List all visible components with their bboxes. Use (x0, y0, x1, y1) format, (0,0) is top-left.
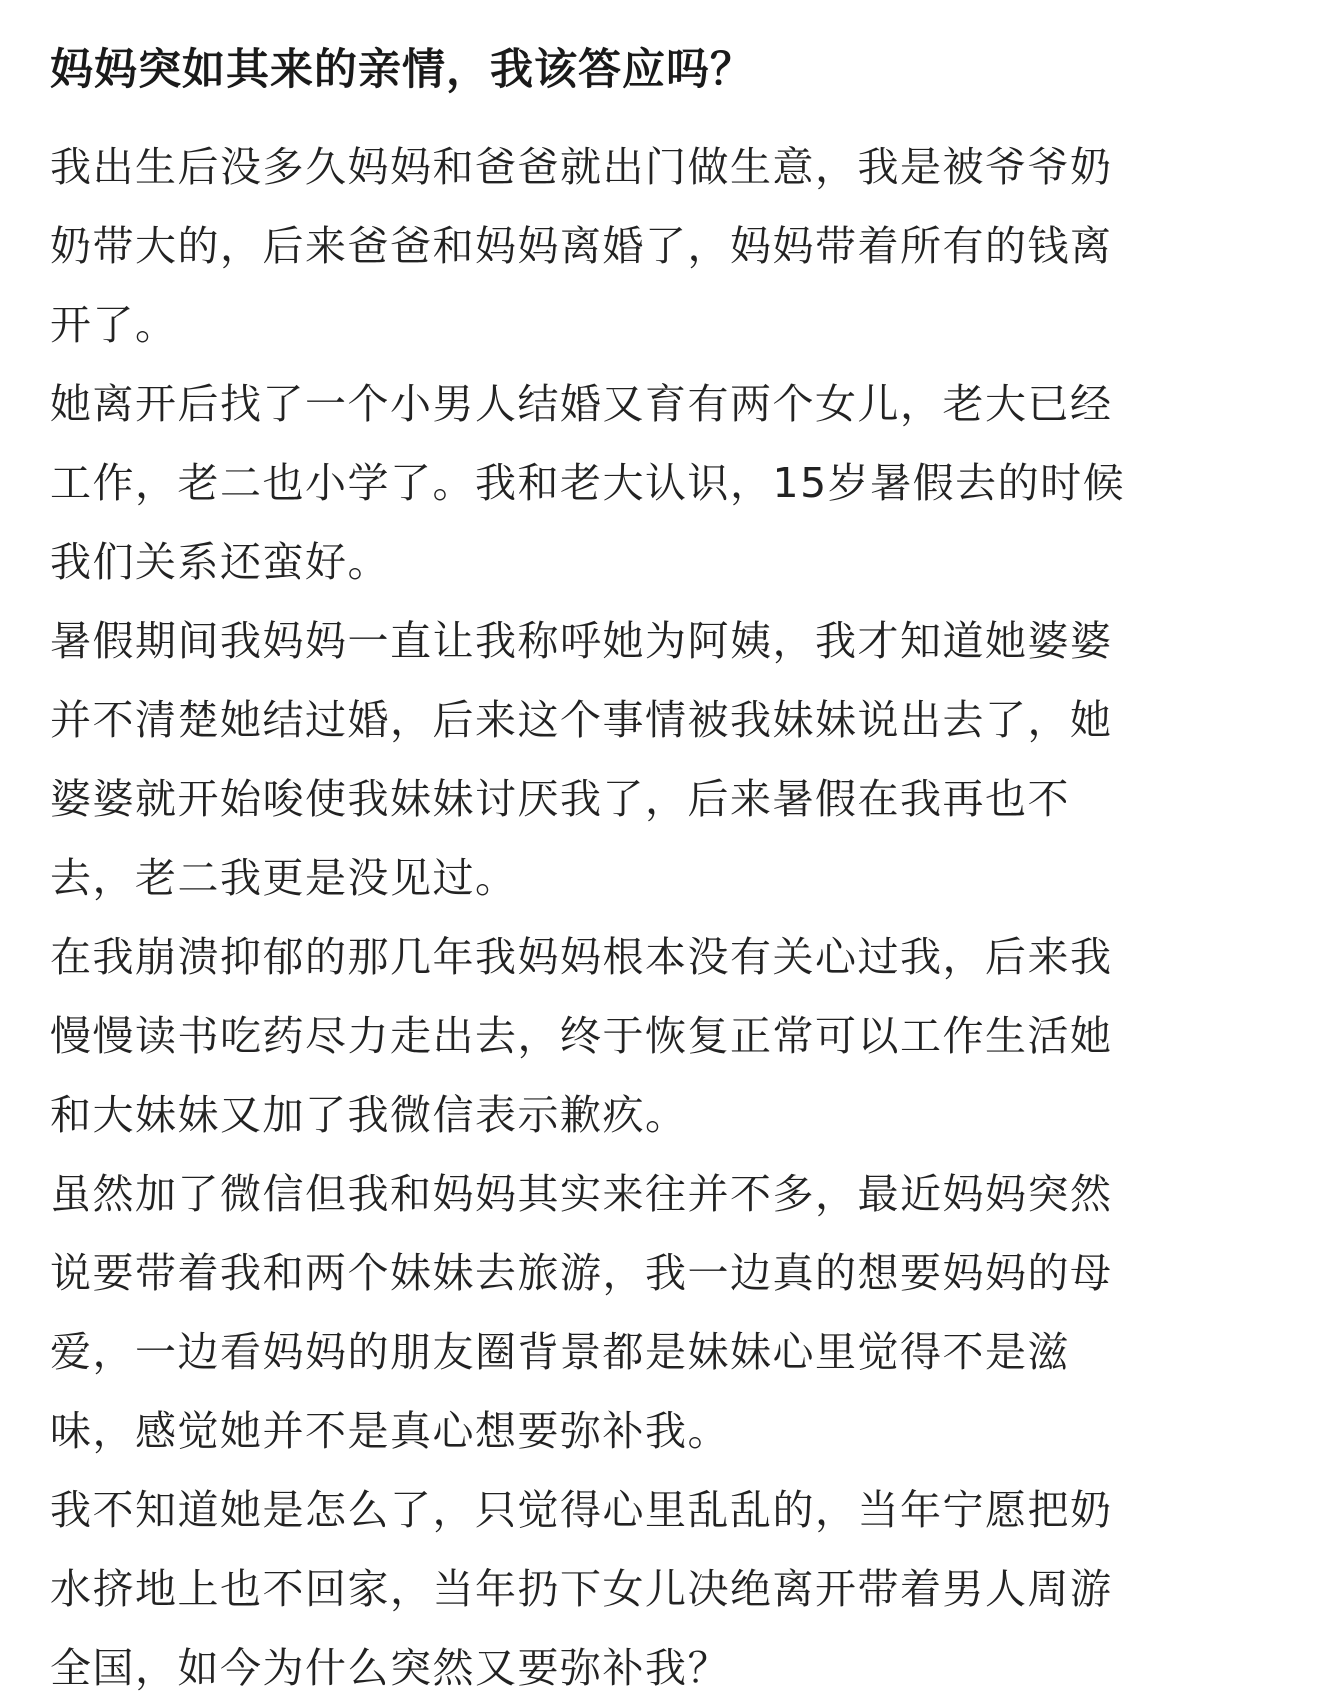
text-line: 奶带大的，后来爸爸和妈妈离婚了，妈妈带着所有的钱离 (50, 222, 1113, 270)
text-line: 爱，一边看妈妈的朋友圈背景都是妹妹心里觉得不是滋 (50, 1328, 1070, 1376)
text-line: 我不知道她是怎么了，只觉得心里乱乱的，当年宁愿把奶 (50, 1486, 1113, 1534)
text-line: 在我崩溃抑郁的那几年我妈妈根本没有关心过我，后来我 (50, 933, 1113, 981)
text-line: 和大妹妹又加了我微信表示歉疚。 (50, 1091, 688, 1139)
paragraph-5 (50, 1155, 1270, 1471)
text-line: 味，感觉她并不是真心想要弥补我。 (50, 1407, 730, 1455)
text-line: 全国，如今为什么突然又要弥补我？ (50, 1644, 730, 1692)
text-line: 我出生后没多久妈妈和爸爸就出门做生意，我是被爷爷奶 (50, 143, 1113, 191)
post-title: 妈妈突如其来的亲情，我该答应吗？ (50, 45, 754, 95)
text-line: 并不清楚她结过婚，后来这个事情被我妹妹说出去了，她 (50, 696, 1113, 744)
text-line: 水挤地上也不回家，当年扔下女儿决绝离开带着男人周游 (50, 1565, 1113, 1613)
text-line: 婆婆就开始唆使我妹妹讨厌我了，后来暑假在我再也不 (50, 775, 1070, 823)
paragraph-1 (50, 128, 1270, 365)
text-line: 说要带着我和两个妹妹去旅游，我一边真的想要妈妈的母 (50, 1249, 1113, 1297)
paragraph-3 (50, 602, 1270, 918)
post-body (50, 30, 1270, 1708)
text-line: 开了。 (50, 301, 178, 349)
text-line: 去，老二我更是没见过。 (50, 854, 518, 902)
paragraph-6 (50, 1471, 1270, 1708)
text-line: 她离开后找了一个小男人结婚又育有两个女儿，老大已经 (50, 380, 1113, 428)
text-line: 暑假期间我妈妈一直让我称呼她为阿姨，我才知道她婆婆 (50, 617, 1113, 665)
paragraph-4 (50, 918, 1270, 1155)
text-line: 虽然加了微信但我和妈妈其实来往并不多，最近妈妈突然 (50, 1170, 1113, 1218)
text-line: 慢慢读书吃药尽力走出去，终于恢复正常可以工作生活她 (50, 1012, 1113, 1060)
text-line: 我们关系还蛮好。 (50, 538, 390, 586)
text-line: 工作，老二也小学了。我和老大认识，15岁暑假去的时候 (50, 459, 1126, 507)
paragraph-2 (50, 365, 1270, 602)
